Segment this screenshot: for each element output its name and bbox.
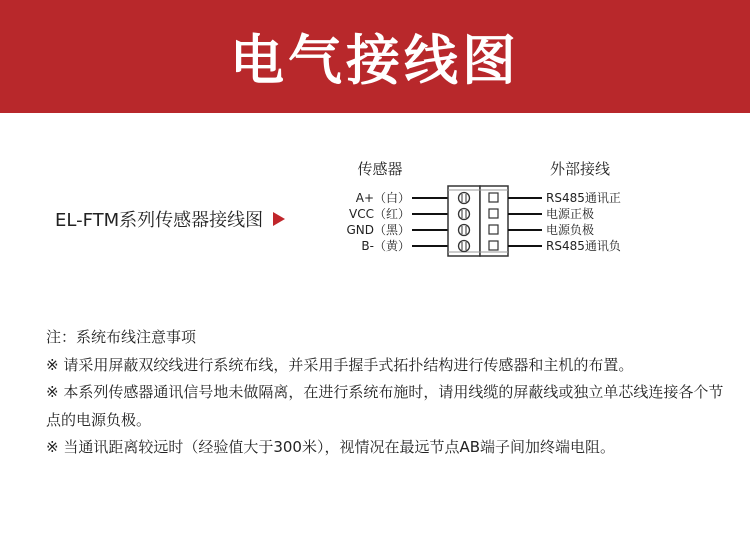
left-label: B-（黄） <box>361 239 410 253</box>
page-title: 电气接线图 <box>230 29 520 92</box>
left-label: VCC（红） <box>349 207 410 221</box>
arrow-right-icon <box>273 212 285 226</box>
screw-icon <box>459 193 470 204</box>
wiring-notes <box>46 324 726 462</box>
left-label: A+（白） <box>355 191 410 205</box>
right-label: RS485通讯正 <box>546 191 621 205</box>
right-label: 电源正极 <box>546 207 595 221</box>
diagram-caption-text: EL-FTM系列传感器接线图 <box>55 210 264 231</box>
terminal-hole-icon <box>489 209 498 218</box>
wiring-diagram <box>330 150 650 260</box>
title-banner <box>0 0 750 113</box>
note-item: ※ 当通讯距离较远时（经验值大于300米），视情况在最远节点AB端子间加终端电阻。 <box>46 438 616 456</box>
terminal-hole-icon <box>489 225 498 234</box>
diagram-caption <box>55 206 285 232</box>
screw-icon <box>459 209 470 220</box>
terminal-hole-icon <box>489 193 498 202</box>
screw-icon <box>459 225 470 236</box>
terminal-hole-icon <box>489 241 498 250</box>
screw-icon <box>459 241 470 252</box>
left-label: GND（黑） <box>346 223 410 237</box>
external-wiring-header: 外部接线 <box>549 160 611 178</box>
notes-heading: 注：系统布线注意事项 <box>46 328 197 346</box>
right-label: 电源负极 <box>546 223 595 237</box>
note-item: ※ 本系列传感器通讯信号地未做隔离，在进行系统布施时，请用线缆的屏蔽线或独立单芯线连接各个节点的电源负极。 <box>46 383 724 429</box>
note-item: ※ 请采用屏蔽双绞线进行系统布线，并采用手握手式拓扑结构进行传感器和主机的布置。 <box>46 355 634 374</box>
sensor-header: 传感器 <box>357 160 403 178</box>
terminal-block <box>448 186 508 256</box>
right-label: RS485通讯负 <box>546 239 621 253</box>
